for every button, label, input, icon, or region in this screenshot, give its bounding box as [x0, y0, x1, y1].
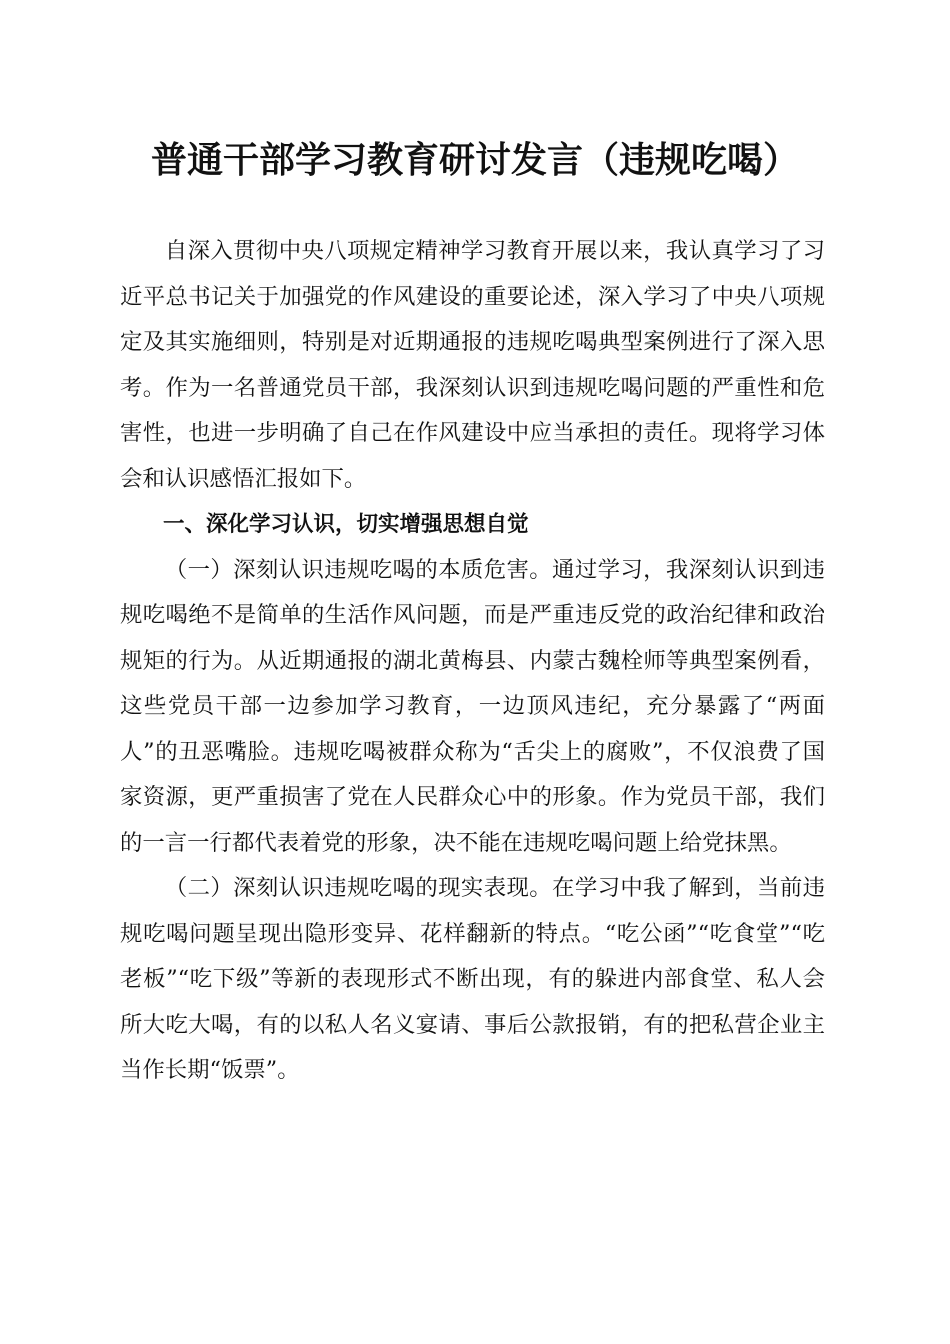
- subsection-paragraph-2: （二）深刻认识违规吃喝的现实表现。在学习中我了解到，当前违规吃喝问题呈现出隐形变异、花样翻新的特点。“吃公函”“吃食堂”“吃老板”“吃下级”等新的表现形式不断出现，有的躲进内部食堂、私人会所大吃大喝，有的以私人名义宴请、事后公款报销，有的把私营企业主当作长期“饭票”。: [120, 875, 825, 1083]
- intro-paragraph: 自深入贯彻中央八项规定精神学习教育开展以来，我认真学习了习近平总书记关于加强党的作风建设的重要论述，深入学习了中央八项规定及其实施细则，特别是对近期通报的违规吃喝典型案例进行了深入思考。作为一名普通党员干部，我深刻认识到违规吃喝问题的严重性和危害性，也进一步明确了自己在作风建设中应当承担的责任。现将学习体会和认识感悟汇报如下。: [120, 238, 825, 492]
- section-heading: 一、深化学习认识，切实增强思想自觉: [163, 512, 529, 537]
- document-title: 普通干部学习教育研讨发言（违规吃喝）: [150, 139, 799, 181]
- subsection-paragraph-1: （一）深刻认识违规吃喝的本质危害。通过学习，我深刻认识到违规吃喝绝不是简单的生活作风问题，而是严重违反党的政治纪律和政治规矩的行为。从近期通报的湖北黄梅县、内蒙古魏栓师等典型案例看，这些党员干部一边参加学习教育，一边顶风违纪，充分暴露了“两面人”的丑恶嘴脸。违规吃喝被群众称为“舌尖上的腐败”，不仅浪费了国家资源，更严重损害了党在人民群众心中的形象。作为党员干部，我们的一言一行都代表着党的形象，决不能在违规吃喝问题上给党抹黑。: [120, 556, 825, 856]
- document-body: [120, 229, 825, 1094]
